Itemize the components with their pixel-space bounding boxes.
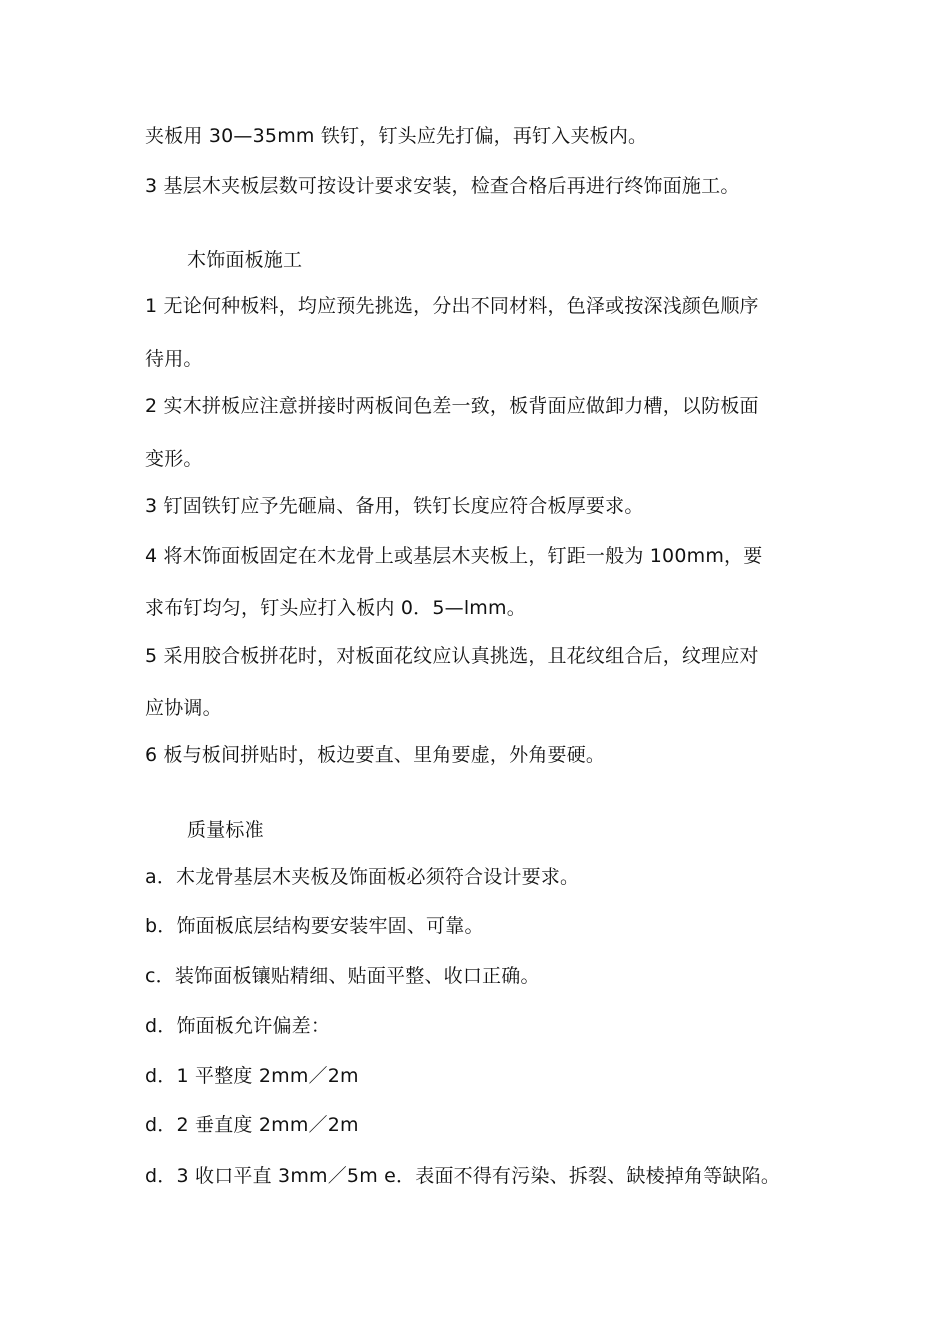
text-line-2: 3 基层木夹板层数可按设计要求安装，检查合格后再进行终饰面施工。 <box>145 175 740 197</box>
text-line-11: 5 采用胶合板拼花时，对板面花纹应认真挑选，且花纹组合后，纹理应对 <box>145 645 759 667</box>
text-line-6: 2 实木拼板应注意拼接时两板间色差一致，板背面应做卸力槽，以防板面 <box>145 395 759 417</box>
text-line-15: a．木龙骨基层木夹板及饰面板必须符合设计要求。 <box>145 866 580 888</box>
text-line-9: 4 将木饰面板固定在木龙骨上或基层木夹板上，钉距一般为 100mm，要 <box>145 545 763 567</box>
text-line-18: d．饰面板允许偏差： <box>145 1015 331 1037</box>
text-line-19: d．1 平整度 2mm／2m <box>145 1065 359 1087</box>
text-line-5: 待用。 <box>145 348 203 370</box>
text-line-1: 夹板用 30—35mm 铁钉，钉头应先打偏，再钉入夹板内。 <box>145 125 648 147</box>
text-line-16: b．饰面板底层结构要安装牢固、可靠。 <box>145 915 484 937</box>
text-line-20: d．2 垂直度 2mm／2m <box>145 1114 359 1136</box>
text-line-10: 求布钉均匀，钉头应打入板内 0．5—lmm。 <box>145 597 526 619</box>
text-line-17: c．装饰面板镶贴精细、贴面平整、收口正确。 <box>145 965 540 987</box>
text-line-4: 1 无论何种板料，均应预先挑选，分出不同材料，色泽或按深浅颜色顺序 <box>145 295 759 317</box>
section-heading-wood-panel: 木饰面板施工 <box>187 249 303 271</box>
text-line-21: d．3 收口平直 3mm／5m e．表面不得有污染、拆裂、缺棱掉角等缺陷。 <box>145 1165 781 1187</box>
text-line-13: 6 板与板间拼贴时，板边要直、里角要虚，外角要硬。 <box>145 744 606 766</box>
text-line-12: 应协调。 <box>145 697 222 719</box>
section-heading-quality-standard: 质量标准 <box>187 819 264 841</box>
text-line-7: 变形。 <box>145 448 203 470</box>
text-line-8: 3 钉固铁钉应予先砸扁、备用，铁钉长度应符合板厚要求。 <box>145 495 644 517</box>
